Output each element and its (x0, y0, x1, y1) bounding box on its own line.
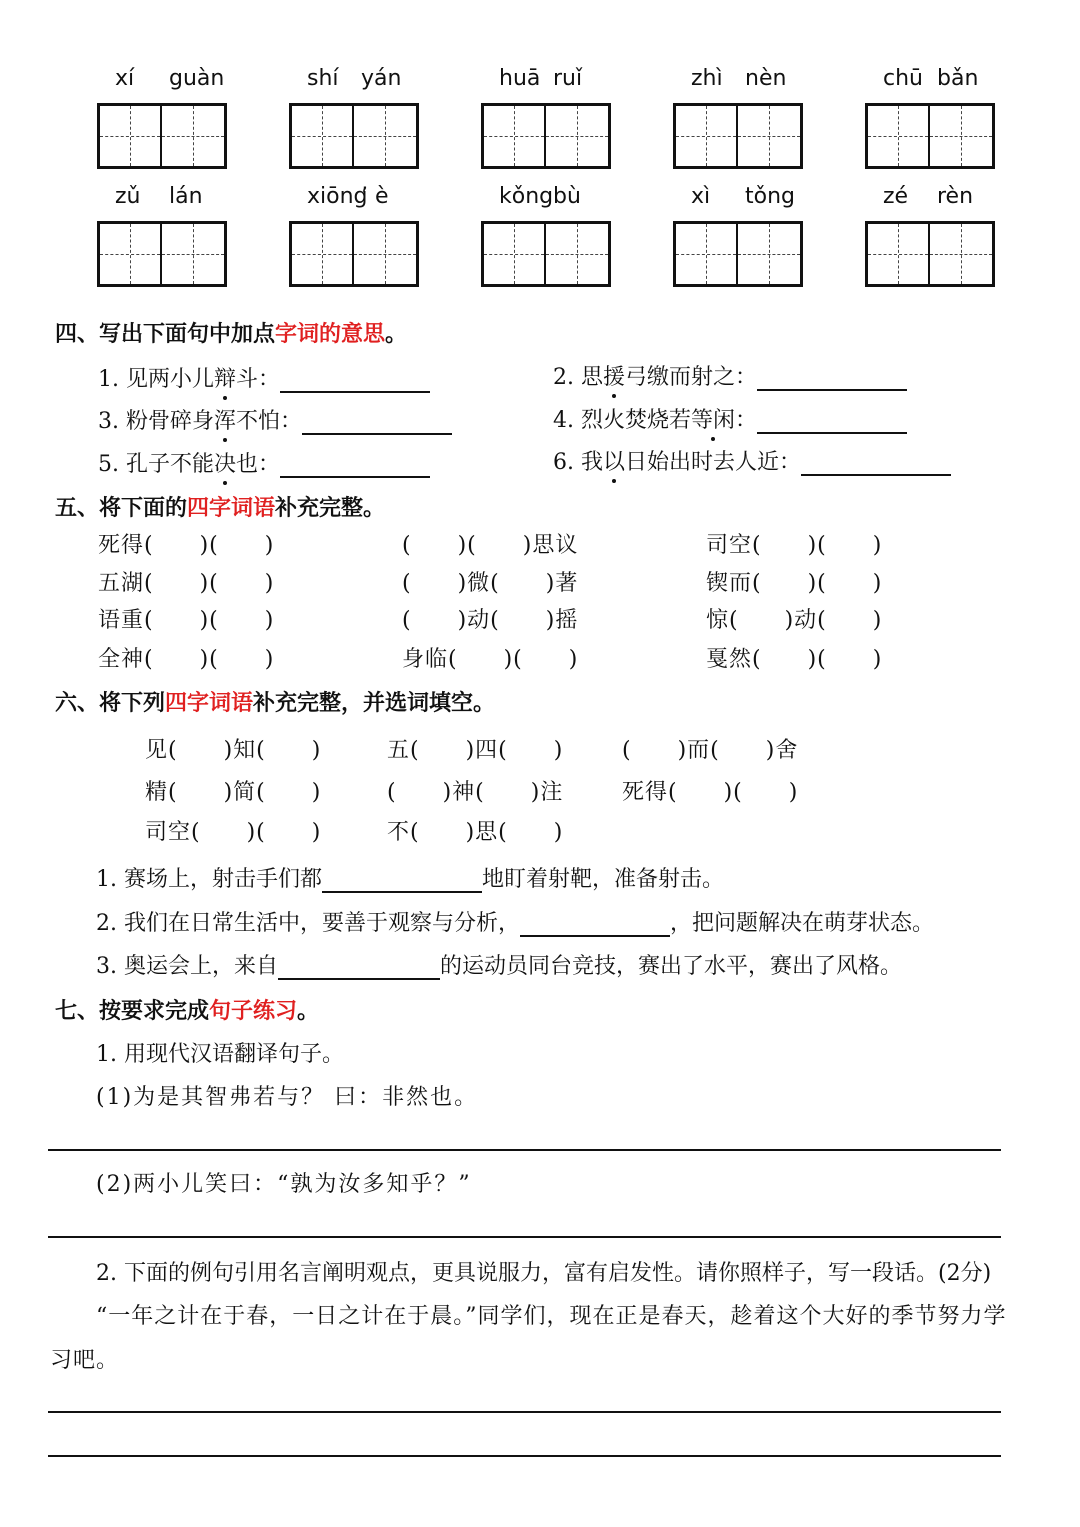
section-4-title-text: 四、写出下面句中加点 (55, 322, 276, 347)
section-5-title-text: 五、将下面的 (55, 496, 188, 521)
meaning-question-2 (553, 360, 907, 391)
section-5-title (55, 491, 385, 522)
pinyin-syllable: zé (883, 184, 909, 209)
character-writing-grid[interactable] (97, 221, 227, 287)
idiom-fill-item[interactable]: ( )动( )摇 (402, 608, 579, 633)
meaning-question-5 (98, 447, 430, 478)
answer-blank[interactable] (757, 367, 907, 391)
answer-blank[interactable] (801, 452, 951, 476)
answer-blank[interactable] (520, 913, 670, 937)
pinyin-syllable: lán (169, 184, 203, 209)
pinyin-syllable: ruǐ (553, 66, 583, 91)
idiom-fill-item[interactable]: 精( )简( ) (145, 780, 322, 805)
grid-cell[interactable] (930, 106, 992, 166)
dotted-character: 援 (602, 365, 625, 390)
pinyin-syllable: tǒng (745, 184, 795, 209)
answer-blank[interactable] (278, 956, 440, 980)
section-5-title-highlight: 四字词语 (187, 496, 276, 521)
grid-cell[interactable] (484, 106, 546, 166)
section-7-question-1: 1. 用现代汉语翻译句子。 (96, 1042, 344, 1067)
character-writing-grid[interactable] (289, 103, 419, 169)
idiom-fill-item[interactable]: 见( )知( ) (145, 738, 322, 763)
grid-cell[interactable] (292, 106, 354, 166)
question-text: 3. 粉骨碎身 (98, 409, 214, 434)
fill-in-sentence-2 (96, 906, 934, 937)
character-writing-grid[interactable] (481, 103, 611, 169)
pinyin-syllable: xí (115, 66, 135, 91)
pinyin-syllable: bǎn (937, 66, 979, 91)
character-writing-grid[interactable] (481, 221, 611, 287)
idiom-fill-item[interactable]: ( )( )思议 (402, 533, 579, 558)
question-text: 4. 烈火焚烧若 (553, 408, 691, 433)
answer-line-2b[interactable] (48, 1455, 1001, 1457)
meaning-question-4 (553, 403, 907, 434)
character-writing-grid[interactable] (673, 221, 803, 287)
sentence-text: ，把问题解决在萌芽状态。 (670, 911, 935, 936)
question-text: 日始出时去人近： (625, 450, 802, 475)
idiom-fill-item[interactable]: 不( )思( ) (387, 820, 564, 845)
answer-blank[interactable] (322, 869, 482, 893)
question-text: 弓缴而射之： (625, 365, 758, 390)
section-4-title-end: 。 (385, 322, 408, 347)
idiom-fill-item[interactable]: ( )而( )舍 (622, 738, 799, 763)
character-writing-grid[interactable] (673, 103, 803, 169)
question-text: 5. 孔子不能 (98, 452, 214, 477)
section-7-title (55, 994, 319, 1025)
idiom-fill-item[interactable]: 死得( )( ) (622, 780, 799, 805)
pinyin-syllable: nèn (745, 66, 787, 91)
answer-blank[interactable] (302, 411, 452, 435)
question-text: 斗： (236, 367, 281, 392)
answer-blank[interactable] (280, 369, 430, 393)
idiom-fill-item[interactable]: 语重( )( ) (98, 608, 275, 633)
sentence-text: 地盯着射靶，准备射击。 (481, 867, 724, 892)
idiom-fill-item[interactable]: 五( )四( ) (387, 738, 564, 763)
grid-cell[interactable] (100, 224, 162, 284)
idiom-fill-item[interactable]: ( )微( )著 (402, 571, 579, 596)
pinyin-syllable: huā (499, 66, 541, 91)
idiom-fill-item[interactable]: 五湖( )( ) (98, 571, 275, 596)
grid-cell[interactable] (676, 224, 738, 284)
grid-cell[interactable] (868, 224, 930, 284)
character-writing-grid[interactable] (289, 221, 419, 287)
grid-cell[interactable] (676, 106, 738, 166)
example-sentence-line-1: “一年之计在于春，一日之计在于晨。”同学们，现在正是春天，趁着这个大好的季节努力学 (96, 1304, 1007, 1329)
sentence-text: 2. 我们在日常生活中，要善于观察与分析， (96, 911, 520, 936)
idiom-fill-item[interactable]: 死得( )( ) (98, 533, 275, 558)
idiom-fill-item[interactable]: 司空( )( ) (706, 533, 883, 558)
dotted-character: 决 (213, 452, 236, 477)
pinyin-syllable: rèn (937, 184, 974, 209)
meaning-question-3 (98, 404, 452, 435)
sentence-text: 的运动员同台竞技，赛出了水平，赛出了风格。 (439, 954, 902, 979)
pinyin-syllable: bù (553, 184, 581, 209)
fill-in-sentence-1 (96, 862, 724, 893)
grid-cell[interactable] (354, 106, 416, 166)
grid-cell[interactable] (738, 106, 800, 166)
grid-cell[interactable] (100, 106, 162, 166)
answer-line-2a[interactable] (48, 1411, 1001, 1413)
meaning-question-6 (553, 445, 951, 476)
sentence-text: 3. 奥运会上，来自 (96, 954, 278, 979)
pinyin-syllable: guàn (169, 66, 225, 91)
question-text: ： (735, 408, 758, 433)
pinyin-syllable: xiōng (307, 184, 368, 209)
section-6-title-highlight: 四字词语 (165, 691, 254, 716)
pinyin-syllable: chū (883, 66, 923, 91)
section-7-title-end: 。 (297, 999, 320, 1024)
section-6-title-text: 六、将下列 (55, 691, 166, 716)
pinyin-syllable: yán (361, 66, 402, 91)
section-7-title-text: 七、按要求完成 (55, 999, 210, 1024)
dotted-character: 以 (602, 450, 625, 475)
fill-in-sentence-3 (96, 949, 902, 980)
grid-cell[interactable] (162, 106, 224, 166)
section-4-title-highlight: 字词的意思 (275, 322, 386, 347)
character-writing-grid[interactable] (97, 103, 227, 169)
idiom-fill-item[interactable]: 全神( )( ) (98, 647, 275, 672)
section-7-question-1b: (2)两小儿笑曰：“孰为汝多知乎？” (96, 1172, 472, 1197)
section-5-title-end: 补充完整。 (275, 496, 386, 521)
pinyin-syllable: shí (307, 66, 339, 91)
pinyin-syllable: kǒng (499, 184, 554, 209)
answer-blank[interactable] (280, 454, 430, 478)
grid-cell[interactable] (738, 224, 800, 284)
section-7-question-2: 2. 下面的例句引用名言阐明观点，更具说服力，富有启发性。请你照样子，写一段话。(2分) (96, 1261, 992, 1286)
dotted-character: 辩 (213, 367, 236, 392)
pinyin-syllable: zǔ (115, 184, 141, 209)
grid-cell[interactable] (292, 224, 354, 284)
dotted-character: 等闲 (690, 408, 735, 433)
grid-cell[interactable] (162, 224, 224, 284)
sentence-text: 1. 赛场上，射击手们都 (96, 867, 322, 892)
section-6-title (55, 686, 495, 717)
section-7-title-highlight: 句子练习 (209, 999, 298, 1024)
example-sentence-line-2: 习吧。 (50, 1348, 120, 1373)
answer-blank[interactable] (757, 410, 907, 434)
idiom-fill-item[interactable]: 司空( )( ) (145, 820, 322, 845)
pinyin-syllable: xì (691, 184, 711, 209)
section-6-title-end: 补充完整，并选词填空。 (253, 691, 496, 716)
section-7-question-1a: (1)为是其智弗若与？ 曰：非然也。 (96, 1085, 479, 1110)
answer-line-1b[interactable] (48, 1236, 1001, 1238)
section-4-title (55, 317, 407, 348)
grid-cell[interactable] (546, 106, 608, 166)
question-text: 1. 见两小儿 (98, 367, 214, 392)
meaning-question-1 (98, 362, 430, 393)
question-text: 2. 思 (553, 365, 603, 390)
grid-cell[interactable] (546, 224, 608, 284)
character-writing-grid[interactable] (865, 221, 995, 287)
idiom-fill-item[interactable]: 惊( )动( ) (706, 608, 883, 633)
dotted-character: 浑 (213, 409, 236, 434)
idiom-fill-item[interactable]: 锲而( )( ) (706, 571, 883, 596)
grid-cell[interactable] (484, 224, 546, 284)
grid-cell[interactable] (354, 224, 416, 284)
question-text: 不怕： (236, 409, 303, 434)
idiom-fill-item[interactable]: 身临( )( ) (402, 647, 579, 672)
answer-line-1a[interactable] (48, 1149, 1001, 1151)
pinyin-syllable: ’ è (361, 184, 389, 209)
character-writing-grid[interactable] (865, 103, 995, 169)
idiom-fill-item[interactable]: 戛然( )( ) (706, 647, 883, 672)
question-text: 6. 我 (553, 450, 603, 475)
grid-cell[interactable] (930, 224, 992, 284)
grid-cell[interactable] (868, 106, 930, 166)
idiom-fill-item[interactable]: ( )神( )注 (387, 780, 564, 805)
question-text: 也： (236, 452, 281, 477)
pinyin-syllable: zhì (691, 66, 723, 91)
